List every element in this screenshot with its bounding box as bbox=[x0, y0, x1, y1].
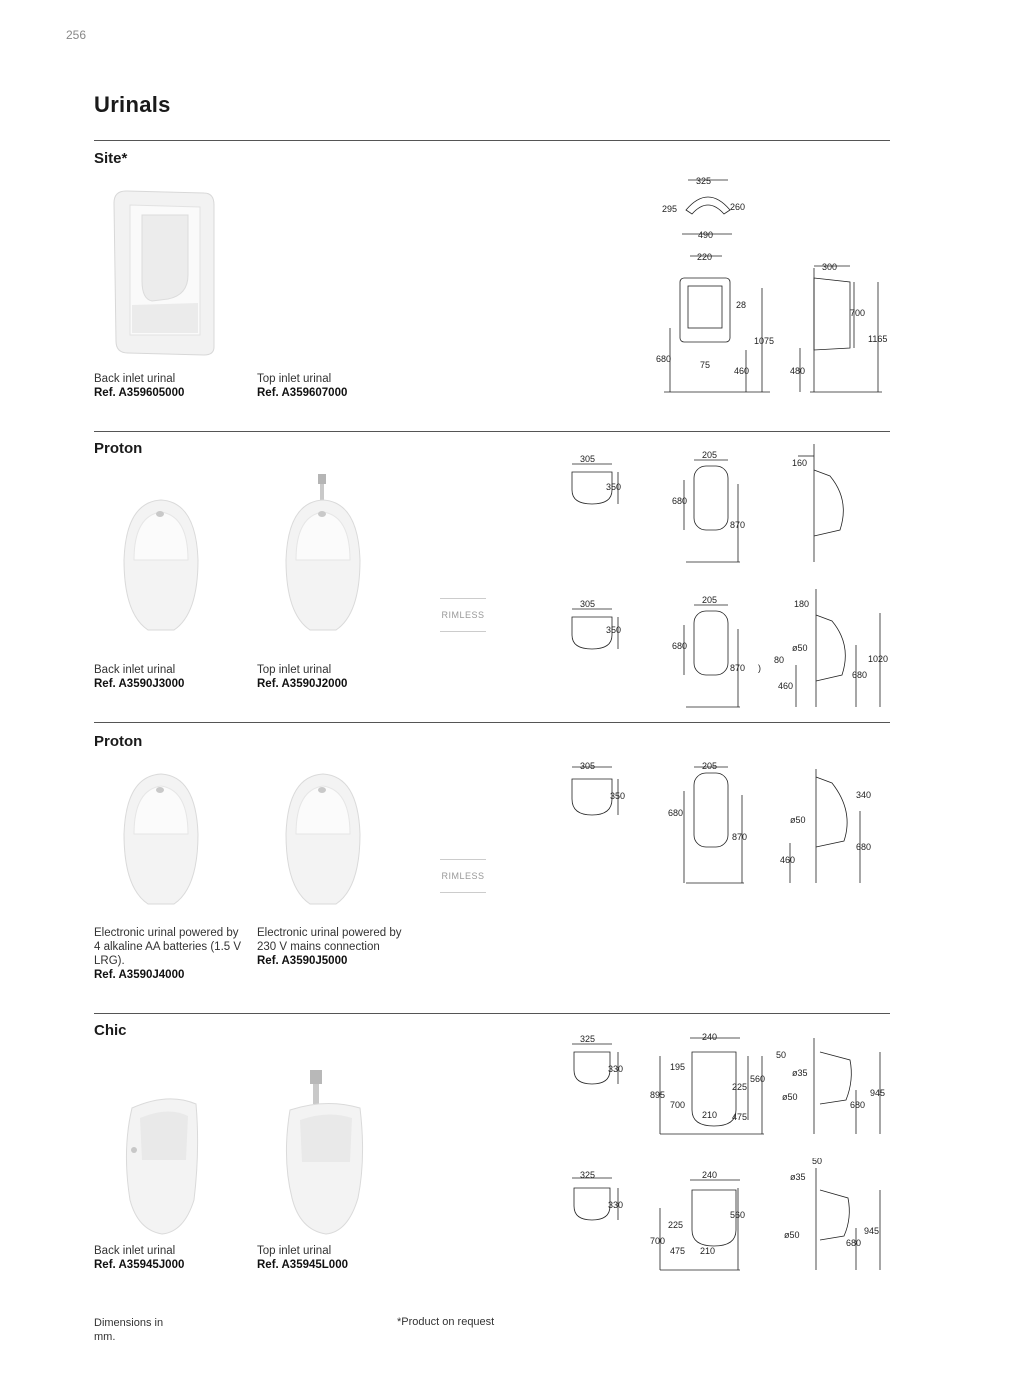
dim-label: 305 bbox=[580, 454, 596, 464]
caption-text: Top inlet urinal bbox=[257, 1245, 332, 1257]
dimension-drawing-proton-electronic bbox=[560, 755, 895, 890]
rimless-text: RIMLESS bbox=[441, 610, 485, 620]
dim-label: 50 bbox=[812, 1158, 823, 1166]
dim-label: 870 bbox=[730, 520, 746, 530]
product-caption bbox=[257, 926, 407, 968]
dim-label: 205 bbox=[702, 761, 718, 771]
page-number: 256 bbox=[66, 28, 87, 42]
dim-label: 680 bbox=[846, 1238, 862, 1248]
dim-label: 240 bbox=[702, 1170, 718, 1180]
dim-label: ø50 bbox=[790, 815, 806, 825]
section-title-chic: Chic bbox=[94, 1022, 127, 1039]
product-image-chic-back bbox=[118, 1090, 204, 1238]
dim-label: 180 bbox=[794, 599, 810, 609]
dim-label: 460 bbox=[778, 681, 794, 691]
footer-request-note: *Product on request bbox=[397, 1316, 495, 1328]
dim-label: 210 bbox=[702, 1110, 718, 1120]
dim-label: 1165 bbox=[868, 334, 888, 344]
caption-text: Back inlet urinal bbox=[94, 373, 176, 385]
product-ref: Ref. A3590J5000 bbox=[257, 955, 348, 967]
divider bbox=[94, 140, 890, 141]
dim-label: 680 bbox=[656, 354, 672, 364]
dim-label: 205 bbox=[702, 595, 718, 605]
product-caption bbox=[94, 372, 244, 400]
product-image-proton-mains bbox=[280, 768, 366, 916]
dim-label: 195 bbox=[670, 1062, 686, 1072]
dimension-drawing-proton-a bbox=[560, 440, 895, 570]
dim-label: 680 bbox=[856, 842, 872, 852]
dim-label: 330 bbox=[608, 1064, 624, 1074]
dim-label: ø50 bbox=[782, 1092, 798, 1102]
rimless-badge bbox=[440, 598, 486, 632]
dim-label: 870 bbox=[730, 663, 746, 673]
dim-label: 700 bbox=[650, 1236, 666, 1246]
product-caption bbox=[257, 1244, 407, 1272]
dim-label: 240 bbox=[702, 1032, 718, 1042]
dim-label: 350 bbox=[606, 482, 622, 492]
dim-label: 475 bbox=[732, 1112, 748, 1122]
product-caption bbox=[257, 372, 407, 400]
product-caption bbox=[94, 1244, 244, 1272]
product-image-proton-back bbox=[118, 490, 204, 638]
dim-label: 560 bbox=[730, 1210, 746, 1220]
rimless-badge bbox=[440, 859, 486, 893]
divider bbox=[94, 722, 890, 723]
dim-label: 680 bbox=[852, 670, 868, 680]
dim-label: 80 bbox=[774, 655, 785, 665]
dim-label: ø35 bbox=[790, 1172, 806, 1182]
dimension-drawing-chic-b bbox=[560, 1158, 895, 1278]
dim-label: ø50 bbox=[784, 1230, 800, 1240]
dim-label: 350 bbox=[610, 791, 626, 801]
product-ref: Ref. A359605000 bbox=[94, 387, 185, 399]
dim-label: 680 bbox=[668, 808, 684, 818]
dim-label: 325 bbox=[580, 1170, 596, 1180]
dim-label: 490 bbox=[698, 230, 714, 240]
page-title: Urinals bbox=[94, 92, 171, 117]
dimension-drawing-site bbox=[650, 170, 895, 402]
dim-label: 325 bbox=[696, 176, 712, 186]
dim-label: 870 bbox=[732, 832, 748, 842]
dim-label: 480 bbox=[790, 366, 806, 376]
dim-label: 560 bbox=[750, 1074, 766, 1084]
dim-label: 460 bbox=[780, 855, 796, 865]
dim-label: 210 bbox=[700, 1246, 716, 1256]
dim-label: 460 bbox=[734, 366, 750, 376]
dim-label: 680 bbox=[850, 1100, 866, 1110]
dim-label: 205 bbox=[702, 450, 718, 460]
dim-label: 300 bbox=[822, 262, 838, 272]
product-ref: Ref. A35945L000 bbox=[257, 1259, 348, 1271]
dim-label: 895 bbox=[650, 1090, 666, 1100]
product-ref: Ref. A35945J000 bbox=[94, 1259, 185, 1271]
dim-label: 160 bbox=[792, 458, 808, 468]
dim-label: 220 bbox=[697, 252, 713, 262]
dim-label: 225 bbox=[668, 1220, 684, 1230]
caption-text: Back inlet urinal bbox=[94, 1245, 176, 1257]
dim-label: 945 bbox=[870, 1088, 886, 1098]
product-caption bbox=[94, 926, 244, 982]
dim-label: 28 bbox=[736, 300, 747, 310]
divider bbox=[94, 431, 890, 432]
divider bbox=[94, 1013, 890, 1014]
caption-text: Electronic urinal powered by 230 V mains connection bbox=[257, 927, 402, 953]
dim-label: 330 bbox=[608, 1200, 624, 1210]
dim-label: 295 bbox=[662, 204, 678, 214]
dim-label: 680 bbox=[672, 641, 688, 651]
section-title-site: Site* bbox=[94, 150, 128, 167]
product-caption bbox=[257, 663, 407, 691]
product-image-proton-battery bbox=[118, 768, 204, 916]
section-title-proton: Proton bbox=[94, 440, 143, 457]
product-image-chic-top bbox=[280, 1068, 372, 1238]
dim-label: 1075 bbox=[754, 336, 775, 346]
product-image-site bbox=[108, 185, 220, 357]
dim-label: 1020 bbox=[868, 654, 889, 664]
caption-text: Electronic urinal powered by 4 alkaline AA batteries (1.5 V LRG). bbox=[94, 927, 242, 967]
caption-text: Top inlet urinal bbox=[257, 373, 332, 385]
dimension-drawing-proton-b bbox=[560, 585, 895, 715]
caption-text: Top inlet urinal bbox=[257, 664, 332, 676]
product-ref: Ref. A3590J2000 bbox=[257, 678, 348, 690]
dim-label: 700 bbox=[850, 308, 866, 318]
product-ref: Ref. A3590J3000 bbox=[94, 678, 185, 690]
dim-label: 945 bbox=[864, 1226, 880, 1236]
product-caption bbox=[94, 663, 244, 691]
caption-text: Back inlet urinal bbox=[94, 664, 176, 676]
dim-label: 340 bbox=[856, 790, 872, 800]
dim-label: 700 bbox=[670, 1100, 686, 1110]
product-ref: Ref. A359607000 bbox=[257, 387, 348, 399]
rimless-text: RIMLESS bbox=[441, 871, 485, 881]
dimension-drawing-chic-a bbox=[560, 1030, 895, 1142]
dim-label: 350 bbox=[606, 625, 622, 635]
dim-label: 325 bbox=[580, 1034, 596, 1044]
dim-label: 50 bbox=[776, 1050, 787, 1060]
dim-label: ) bbox=[758, 663, 761, 673]
dim-label: 260 bbox=[730, 202, 746, 212]
dim-label: 475 bbox=[670, 1246, 686, 1256]
product-ref: Ref. A3590J4000 bbox=[94, 969, 185, 981]
product-image-proton-top bbox=[280, 470, 366, 638]
footer-dimensions-note: Dimensions in mm. bbox=[94, 1317, 164, 1343]
dim-label: 75 bbox=[700, 360, 711, 370]
dim-label: 225 bbox=[732, 1082, 748, 1092]
dim-label: 680 bbox=[672, 496, 688, 506]
section-title-proton-electronic: Proton bbox=[94, 733, 143, 750]
dim-label: 305 bbox=[580, 599, 596, 609]
dim-label: ø35 bbox=[792, 1068, 808, 1078]
dim-label: ø50 bbox=[792, 643, 808, 653]
dim-label: 305 bbox=[580, 761, 596, 771]
